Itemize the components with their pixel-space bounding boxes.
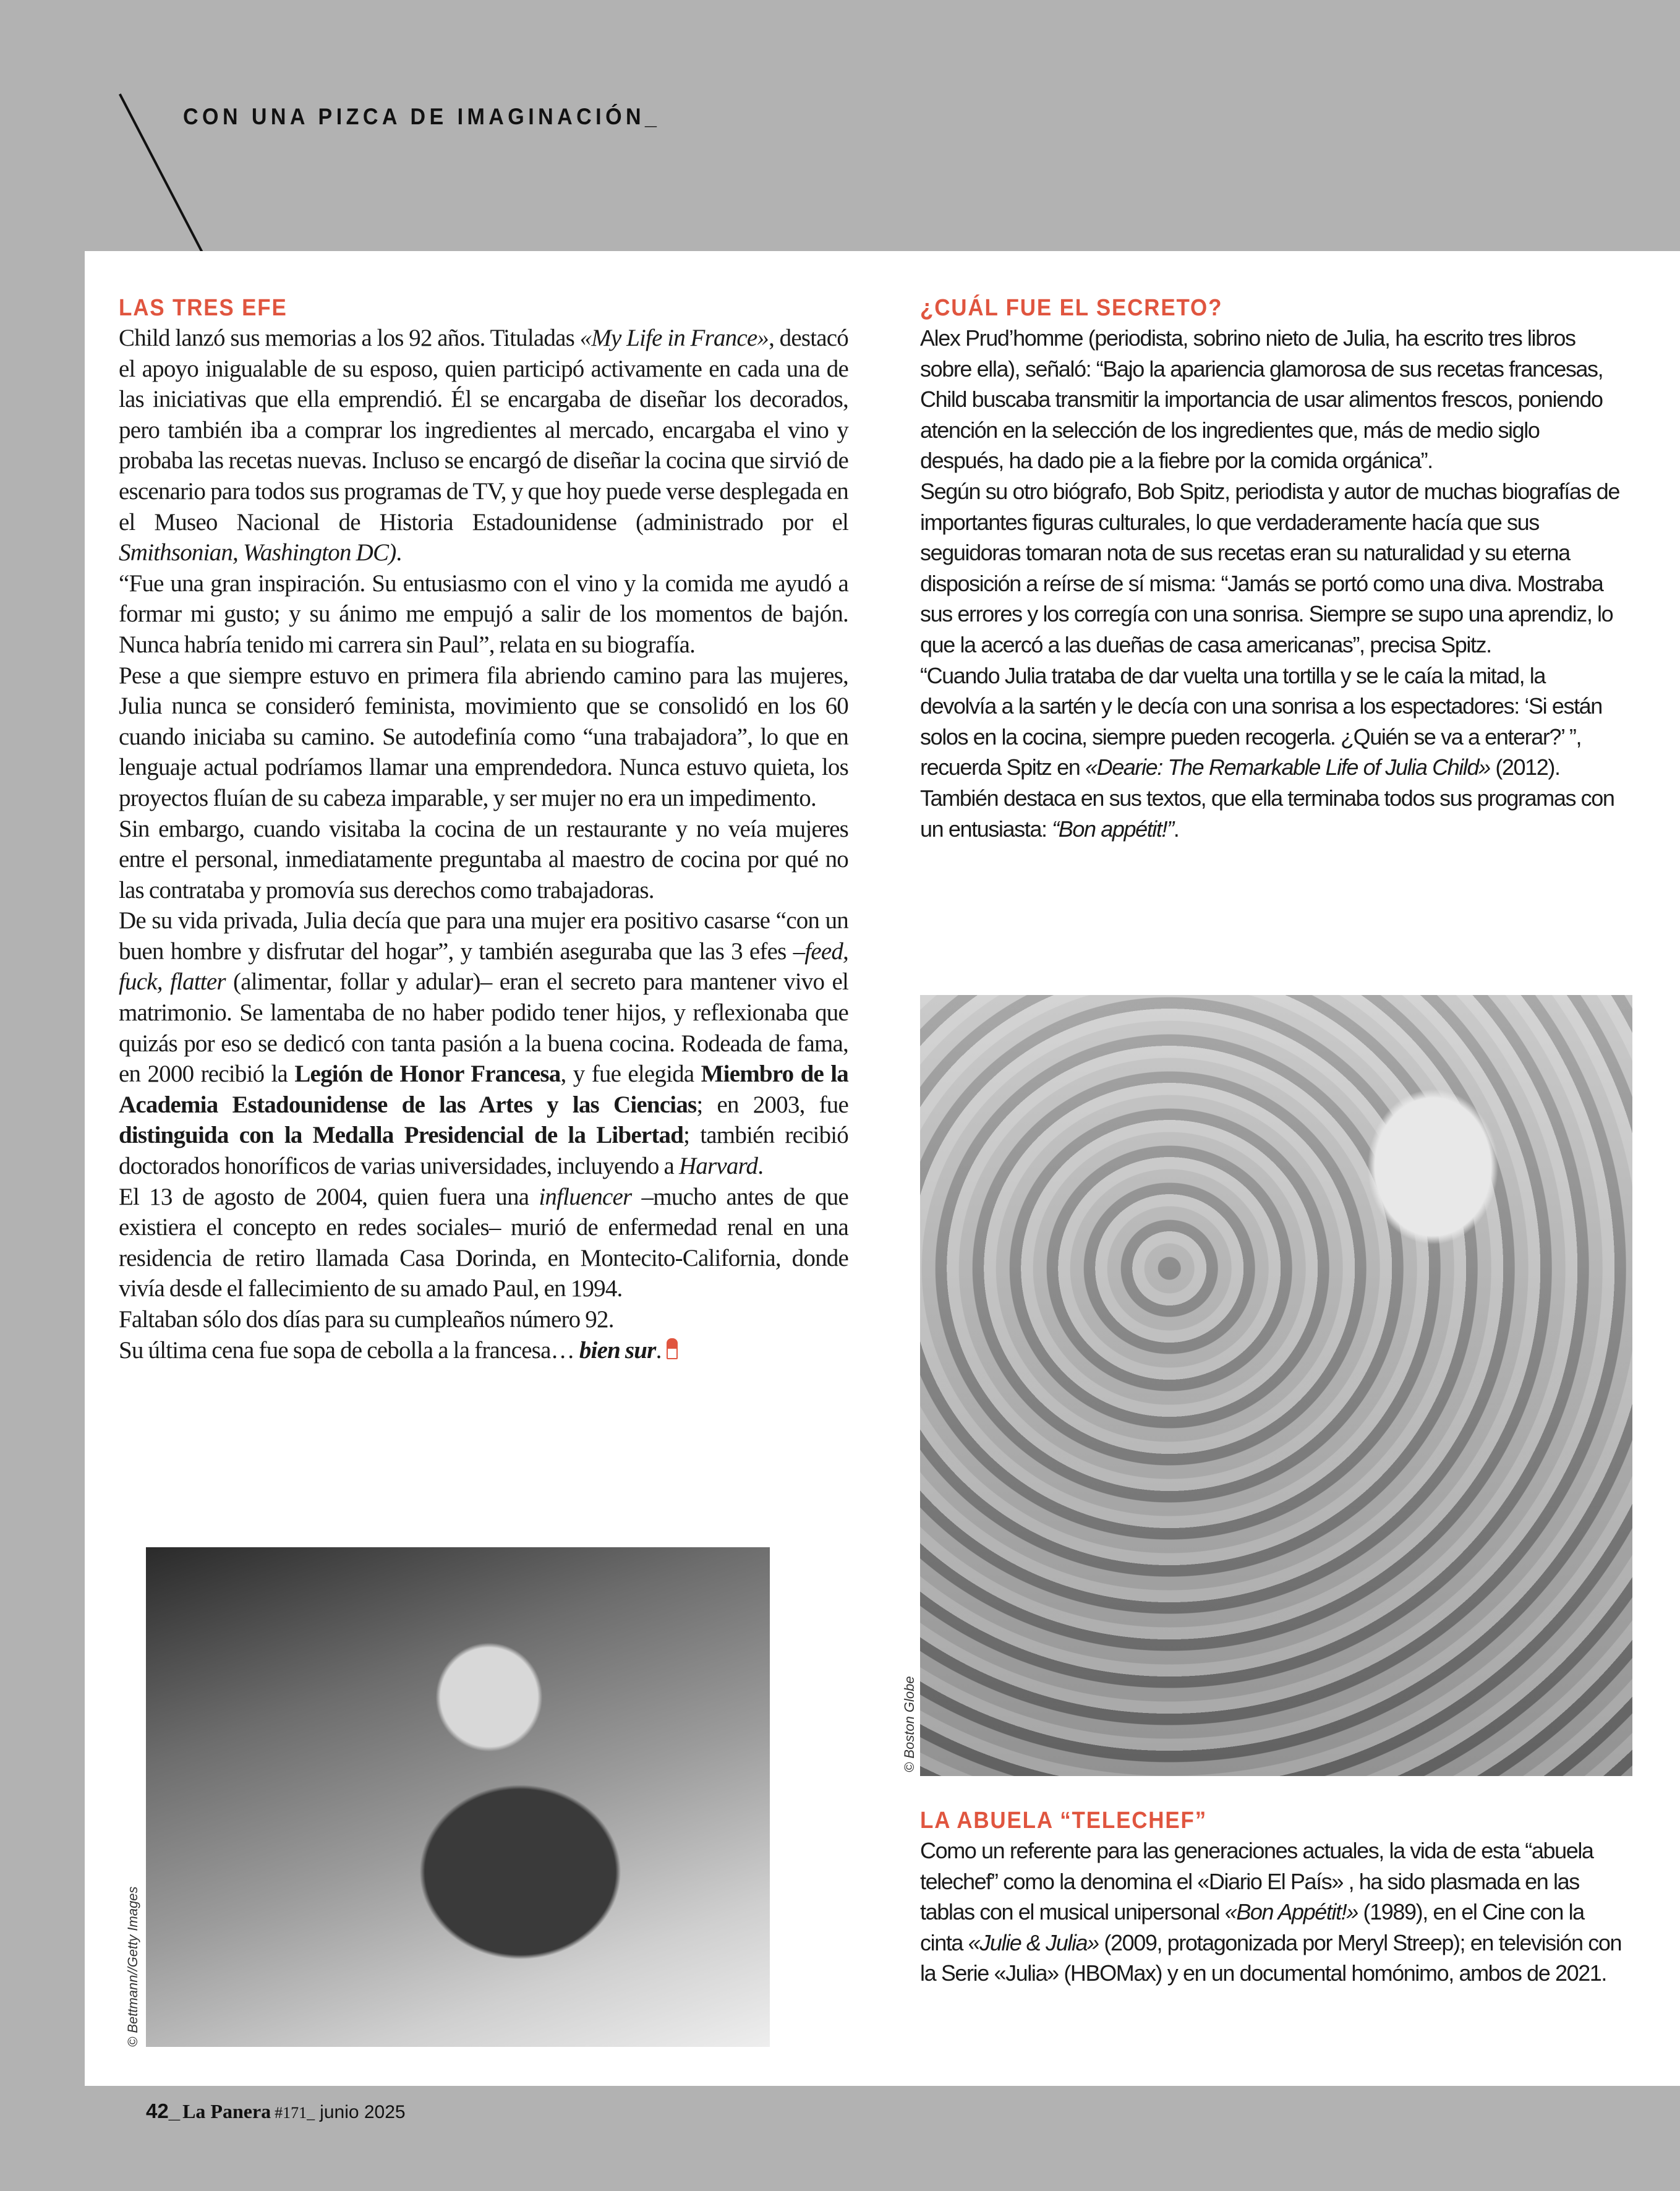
bien-sur: bien sur: [579, 1336, 656, 1364]
award: Legión de Honor Francesa: [294, 1061, 561, 1088]
text: (1989), en el Cine con la cinta: [920, 1899, 1584, 1955]
text: , destacó el apoyo inigualable de su esposo, quien participó activamente en cada una de las iniciativas que ella emprendió. Él se encargaba de diseñar los decorados, pero también iba a comprar los ingredientes al mercado, encargaba el vino y probaba las recetas nuevas. Incluso se encargó de diseñar la cocina que sirvió de escenario para todos sus programas de TV, y que hoy puede verse desplegada en el Museo Nacional de Historia Estadounidense (administrado por el: [119, 325, 848, 536]
text: (alimentar, follar y adular)– eran el secreto para mantener vivo el matrimonio. Se lamentaba de no haber podido tener hijos, y reflexionaba que quizás por eso se dedicó con tanta pasión a la buena cocina. Rodeada de fama, en 2000 recibió la: [119, 968, 848, 1088]
text: .: [1173, 816, 1179, 842]
text: .: [757, 1153, 764, 1180]
paragraph: Según su otro biógrafo, Bob Spitz, periodista y autor de muchas biografías de importantes figuras culturales, lo que verdaderamente hacía que sus seguidoras tomaran nota de sus recetas eran su naturalidad y su eterna disposición a reírse de sí misma: “Jamás se portó como una diva. Mostraba sus errores y los corregía con una sonrisa. Siempre se supo una aprendiz, lo que la acercó a las dueñas de casa americanas”, precisa Spitz.: [920, 478, 1619, 657]
paragraph: [920, 660, 1625, 845]
paragraph: [119, 1182, 848, 1304]
text: , y fue elegida: [560, 1061, 701, 1088]
closing-line: [119, 1335, 848, 1366]
text: El 13 de agosto de 2004, quien fuera una: [119, 1183, 539, 1210]
left-column: [119, 293, 848, 1365]
photo-credit-right: © Boston Globe: [902, 1676, 917, 1772]
text: ; en 2003, fue: [696, 1091, 848, 1118]
paragraph: [119, 323, 848, 568]
photo-julia-and-paul-kitchen: [920, 995, 1632, 1776]
text: De su vida privada, Julia decía que para una mujer era positivo casarse “con un buen hombre y disfrutar del hogar”, y también aseguraba que las 3 efes –: [119, 907, 848, 965]
heading-las-tres-efe: LAS TRES EFE: [119, 295, 288, 321]
photo-julia-child-cooking: [146, 1547, 770, 2047]
film-title: «Julie & Julia»: [968, 1929, 1099, 1955]
paragraph: Faltaban sólo dos días para su cumpleaños número 92.: [119, 1306, 614, 1333]
university: Harvard: [678, 1153, 758, 1180]
telechef-body: [920, 1835, 1625, 1989]
text: .: [396, 539, 402, 566]
left-body: [119, 323, 848, 1365]
institution: Smithsonian, Washington DC): [119, 539, 396, 566]
three-fs: feed, fuck, flatter: [119, 937, 848, 996]
award: distinguida con la Medalla Presidencial de la Libertad: [119, 1122, 684, 1149]
text: Child lanzó sus memorias a los 92 años. Tituladas: [119, 325, 580, 351]
magazine-name: La Panera: [182, 2100, 271, 2122]
text: –mucho antes de que existiera el concepto en redes sociales– murió de enfermedad renal en una residencia de retiro llamada Casa Dorinda, en Montecito-California, donde vivía desde el fallecimiento de su amado Paul, en 1994.: [119, 1183, 848, 1302]
right-body: [920, 323, 1625, 844]
telechef-section: [920, 1806, 1625, 1989]
paragraph: [119, 905, 848, 1181]
text: ; también recibió doctorados honoríficos de varias universidades, incluyendo a: [119, 1122, 849, 1180]
text: .: [655, 1336, 662, 1364]
paragraph: “Fue una gran inspiración. Su entusiasmo con el vino y la comida me ayudó a formar mi gusto; y su ánimo me empujó a salir de los momentos de bajón. Nunca habría tenido mi carrera sin Paul”, relata en su biografía.: [119, 570, 848, 658]
award: Miembro de la Academia Estadounidense de las Artes y las Ciencias: [119, 1061, 848, 1118]
heading-la-abuela-telechef: LA ABUELA “TELECHEF”: [920, 1808, 1208, 1834]
page-number: 42_: [146, 2099, 181, 2122]
influencer-term: influencer: [539, 1183, 632, 1210]
issue-date: junio 2025: [320, 2102, 406, 2122]
issue-number: #171_: [275, 2104, 315, 2122]
musical-title: «Bon Appétit!»: [1224, 1899, 1358, 1925]
section-title: CON UNA PIZCA DE IMAGINACIÓN_: [183, 104, 661, 129]
text: Su última cena fue sopa de cebolla a la francesa…: [119, 1336, 579, 1364]
end-of-article-icon: [667, 1338, 678, 1359]
text: Como un referente para las generaciones actuales, la vida de esta “abuela telechef” como la denomina el «Diario El País» , ha sido plasmada en las tablas con el musical unipersonal: [920, 1838, 1593, 1925]
paragraph: Pese a que siempre estuvo en primera fila abriendo camino para las mujeres, Julia nunca se consideró feminista, movimiento que se consolidó en los 60 cuando iniciaba su camino. Se autodefinía como “una trabajadora”, lo que en lenguaje actual podríamos llamar una emprendedora. Nunca estuvo quieta, los proyectos fluían de su cabeza imparable, y ser mujer no era un impedimento.: [119, 662, 848, 811]
text: (2012). También destaca en sus textos, que ella terminaba todos sus programas con un entusiasta:: [920, 754, 1614, 842]
paragraph: [920, 1835, 1625, 1989]
photo-description: [1098, 1367, 1454, 1405]
paragraph: Sin embargo, cuando visitaba la cocina de un restaurante y no veía mujeres entre el personal, inmediatamente preguntaba al maestro de cocina por qué no las contrataba y promovía sus derechos como trabajadoras.: [119, 815, 848, 903]
heading-cual-fue-el-secreto: ¿CUÁL FUE EL SECRETO?: [920, 295, 1223, 321]
page-footer: [146, 2099, 406, 2123]
photo-description: [302, 1778, 614, 1816]
text: “Cuando Julia trataba de dar vuelta una tortilla y se le caía la mitad, la devolvía a la sartén y le decía con una sonrisa a los espectadores: ‘Si están solos en la cocina, siempre pueden recogerla. ¿Quién se va a enterar?’ ”, recuerda Spitz en: [920, 662, 1602, 780]
text: (2009, protagonizada por Meryl Streep); en televisión con la Serie «Julia» (HBOMax) y en un documental homónimo, ambos de 2021.: [920, 1929, 1622, 1986]
book-title: «My Life in France»: [579, 325, 769, 351]
right-column: [920, 293, 1625, 844]
photo-credit-left: © Bettmann//Getty Images: [125, 1886, 140, 2047]
book-title: «Dearie: The Remarkable Life of Julia Child»: [1085, 754, 1490, 780]
bon-appetit-quote: “Bon appétit!”: [1052, 816, 1174, 842]
paragraph: Alex Prud’homme (periodista, sobrino nieto de Julia, ha escrito tres libros sobre ella), señaló: “Bajo la apariencia glamorosa de sus recetas francesas, Child buscaba transmitir la importancia de usar alimentos frescos, poniendo atención en la selección de los ingredientes que, más de medio siglo después, ha dado pie a la fiebre por la comida orgánica”.: [920, 325, 1603, 474]
